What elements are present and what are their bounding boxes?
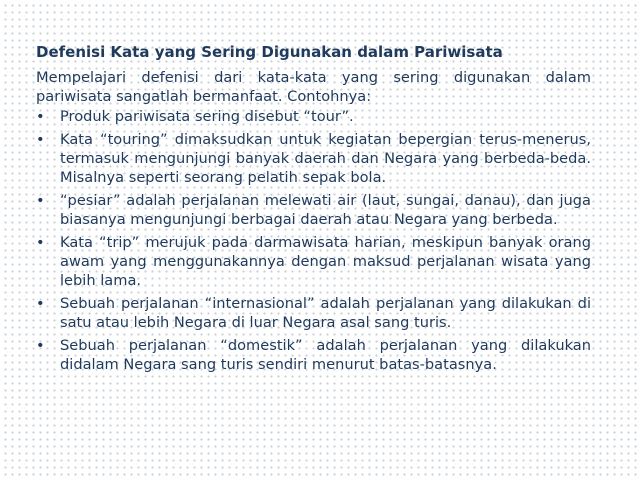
bullet-text: Sebuah perjalanan “internasional” adalah perjalanan yang dilakukan di satu atau lebih Negara di luar Negara asal sang turis. [60,295,591,331]
bullet-text: Kata “touring” dimaksudkan untuk kegiatan bepergian terus-menerus, termasuk mengunjungi banyak daerah dan Negara yang berbeda-beda. Misalnya seperti seorang pelatih sepak bola. [60,131,591,186]
slide-title: Defenisi Kata yang Sering Digunakan dalam Pariwisata [36,43,503,61]
bullet-item [36,233,591,290]
bullet-text: Sebuah perjalanan “domestik” adalah perjalanan yang dilakukan didalam Negara sang turis sendiri menurut batas-batasnya. [60,337,591,373]
bullet-icon: • [36,192,45,209]
bullet-item [36,191,591,229]
bullet-icon: • [36,234,45,251]
bullet-text: “pesiar” adalah perjalanan melewati air (laut, sungai, danau), dan juga biasanya mengunjungi berbagai daerah atau Negara yang berbeda. [60,192,591,228]
slide-content [36,43,591,378]
bullet-text: Kata “trip” merujuk pada darmawisata harian, meskipun banyak orang awam yang menggunakannya dengan maksud perjalanan wisata yang lebih lama. [60,234,591,289]
bullet-text: Produk pariwisata sering disebut “tour”. [60,108,354,125]
bullet-item [36,294,591,332]
bullet-icon: • [36,295,45,312]
intro-paragraph: Mempelajari defenisi dari kata-kata yang sering digunakan dalam pariwisata sangatlah bermanfaat. Contohnya: [36,69,591,105]
bullet-icon: • [36,131,45,148]
bullet-item [36,336,591,374]
bullet-item [36,130,591,187]
bullet-icon: • [36,337,45,354]
bullet-list [36,107,591,374]
bullet-icon: • [36,108,45,125]
bullet-item [36,107,591,126]
